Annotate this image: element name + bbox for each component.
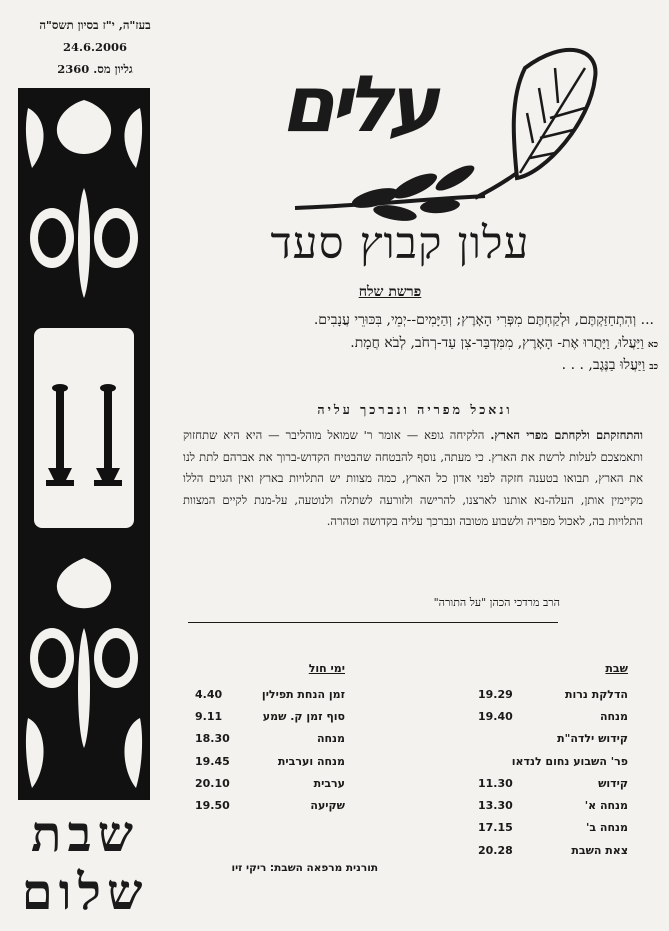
- article-body: [183, 425, 643, 533]
- verse-line: ... וְהִתְחַזַּקְתֶּם, וּלְקַחְתֶּם מִפְּרִי הָאָרֶץ; וְהַיָּמִים--יְמֵי, בִּכּוּרֵי עֲנָבִים.: [313, 312, 654, 328]
- schedule-row: מנחה א' 13.30: [478, 799, 628, 813]
- verses-block: [170, 310, 658, 378]
- schedule-row: ערבית 20.10: [195, 776, 345, 790]
- schedule-row: קידוש ילדה"ת: [557, 732, 628, 746]
- issue-number: גליון מס. 2360: [57, 62, 133, 76]
- article-lead: והתחזקתם ולקחתם מפרי הארץ.: [490, 428, 643, 442]
- schedule-row: מנחה ב' 17.15: [478, 821, 628, 835]
- decorative-border-illustration: [18, 88, 150, 800]
- shabbat-word: שבת: [31, 804, 139, 863]
- divider: [188, 622, 558, 623]
- issue-header: [30, 14, 160, 80]
- shalom-word: שלום: [21, 862, 149, 921]
- schedule-row: סוף זמן ק. שמע 9.11: [195, 709, 345, 723]
- article-signature: הרב מרדכי הכהן "על התורה": [433, 596, 560, 609]
- schedule-row: קידוש 11.30: [478, 776, 628, 790]
- shabbat-shalom-greeting: [10, 805, 160, 921]
- schedule-row: מנחה 19.40: [478, 709, 628, 723]
- gregorian-date: 24.6.2006: [62, 40, 128, 54]
- torah-reader-note: תורנית מרפאה השבת: ריקי זיו: [231, 862, 378, 874]
- newsletter-subtitle: עלון קבוץ סעד: [270, 218, 530, 269]
- parsha-heading: פרשת שלח: [358, 284, 422, 300]
- shabbat-schedule: [478, 662, 628, 861]
- article-text: הלקיחה גופא — אומר ר' שמואל מוהליבר — היא היא שתחזוק ותאמצכם לעלות לרשת את הארץ. כי מעתה, נוסף להבטחה שהבטיח הקדוש-ברוך את אברהם לתת לנו את הארץ, תבואו בטענה חזקה לפני אדון כל הארץ, כמה מצוות יש התלויות בארץ ואין הגוים הללו מקיימין אותן, העלה-נא אותנו לארצנו, להרישה ולזורעה לשתלה ולנוטעה, על-מנת לקיים המצוות התלויות בה, לאכול מפריה ולשבוע מטובה ונברכך עליה בקדושה וטהרה.: [183, 428, 643, 528]
- schedule-row: מנחה 18.30: [195, 732, 345, 746]
- schedule-row: מנחה וערבית 19.45: [195, 754, 345, 768]
- newsletter-logo-title: עלים: [280, 60, 434, 150]
- schedule-row: הדלקת נרות 19.29: [478, 687, 628, 701]
- article-title: ונאכל מפריה ונברכך עליה: [317, 402, 513, 417]
- schedule-row: שקיעה 19.50: [195, 799, 345, 813]
- schedule-row: פר' השבוע נחום לנדאו: [511, 754, 628, 768]
- weekday-schedule: [195, 662, 345, 817]
- verse-line: כאוַיַּעֲלוּ, וַיָּתֻרוּ אֶת- הָאָרֶץ, מִמִּדְבַּר-צִן עַד-רְחֹב, לְבֹא חֲמָת.: [350, 334, 658, 351]
- schedule-row: זמן הנחת תפילין 4.40: [195, 687, 345, 701]
- weekday-schedule-header: ימי חול: [308, 662, 345, 675]
- schedule-row: צאת השבת 20.28: [478, 843, 628, 857]
- verse-line: כבוַיַּעֲלוּ בַנֶּגֶב, . . .: [561, 357, 658, 373]
- hebrew-date: בעז"ה, י"ז בסיון תשס"ה: [39, 18, 151, 32]
- shabbat-schedule-header: שבת: [605, 662, 628, 675]
